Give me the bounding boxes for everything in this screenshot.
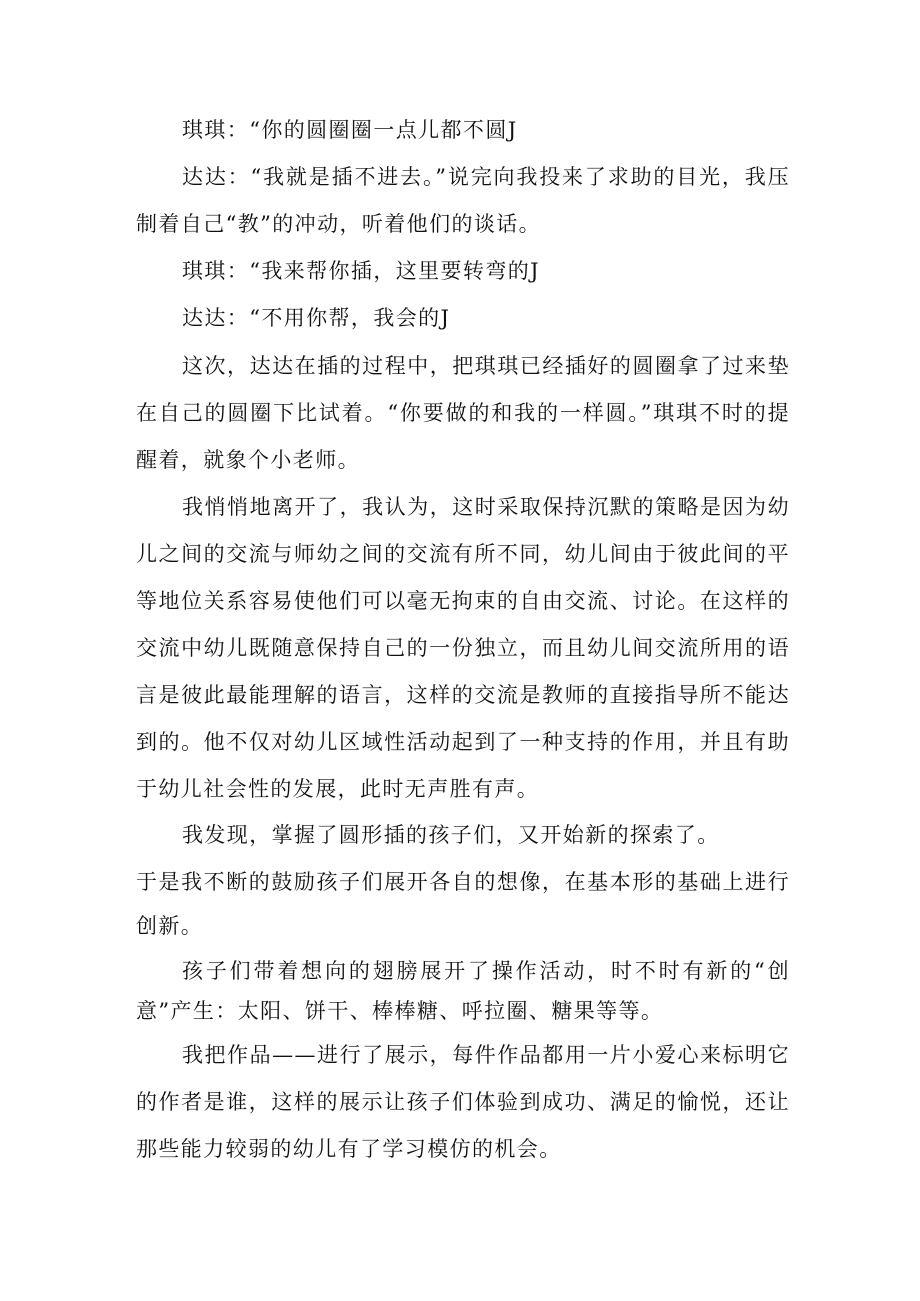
paragraph-qiqi-2: 琪琪：“我来帮你插，这里要转弯的J [182, 259, 540, 283]
paragraph-quietly-left: 我悄悄地离开了，我认为，这时采取保持沉默的策略是因为幼儿之间的交流与师幼之间的交流有所不同，幼儿间由于彼此间的平等地位关系容易使他们可以毫无拘束的自由交流、讨论。在这样的交流中幼儿既随意保持自己的一份独立，而且幼儿间交流所用的语言是彼此最能理解的语言，这样的交流是教师的直接指导所不能达到的。他不仅对幼儿区域性活动起到了一种支持的作用，并且有助于幼儿社会性的发展，此时无声胜有声。 [136, 495, 790, 801]
paragraph-discovery: 我发现，掌握了圆形插的孩子们，又开始新的探索了。 [182, 823, 720, 847]
paragraph-this-time: 这次，达达在插的过程中，把琪琪已经插好的圆圈拿了过来垫在自己的圆圈下比试着。“你要做的和我的一样圆。”琪琪不时的提醒着，就象个小老师。 [136, 354, 790, 472]
paragraph-exhibition: 我把作品——进行了展示，每件作品都用一片小爱心来标明它的作者是谁，这样的展示让孩子们体验到成功、满足的愉悦，还让那些能力较弱的幼儿有了学习模仿的机会。 [136, 1043, 790, 1161]
paragraph-encourage: 于是我不断的鼓励孩子们展开各自的想像，在基本形的基础上进行创新。 [136, 870, 790, 938]
paragraph-creativity: 孩子们带着想向的翅膀展开了操作活动，时不时有新的“创意”产生：太阳、饼干、棒棒糖、呼拉圈、糖果等等。 [136, 959, 790, 1023]
paragraph-dada-1: 达达：“我就是插不进去。”说完向我投来了求助的目光，我压制着自己“教”的冲动，听着他们的谈话。 [136, 165, 790, 236]
paragraph-dada-2: 达达：“不用你帮，我会的J [182, 306, 451, 330]
paragraph-qiqi-1: 琪琪：“你的圆圈圈一点儿都不圆J [182, 118, 518, 142]
